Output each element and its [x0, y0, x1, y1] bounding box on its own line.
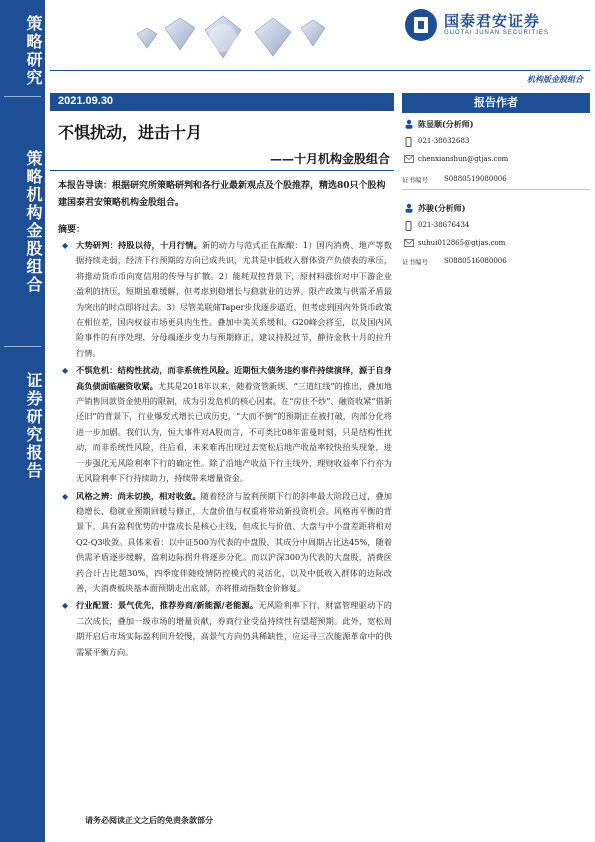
analyst-cert: S0880519080006 — [444, 175, 507, 183]
report-type-label: 机构版金股组合 — [527, 74, 583, 84]
authors-panel — [402, 93, 590, 283]
email-icon — [404, 239, 414, 249]
report-intro: 本报告导读：根据研究所策略研判和各行业最新观点及个股推荐，精选80只个股构建国泰君安策略机构金股组合。 — [58, 181, 386, 208]
date-bar — [50, 93, 394, 111]
abstract-paragraph — [62, 238, 392, 361]
paragraph-heading: 行业配置：景气优先，推荐券商/新能源/老能源。 — [76, 600, 259, 611]
report-subtitle: ——十月机构金股组合 — [269, 152, 390, 166]
analyst-phone: 021-38032683 — [418, 137, 470, 145]
abstract-paragraph — [62, 489, 392, 597]
phone-icon — [404, 221, 413, 233]
abstract-paragraph — [62, 598, 392, 660]
logo-text-en: GUOTAI JUNAN SECURITIES — [444, 30, 549, 36]
paragraph-text: 随着经济与盈利预期下行的斜率最大阶段已过，叠加稳增长、稳就业预期回暖与修正，大盘价值与权重将带动新投资机会。风格再平衡的背景下，具有盈利优势的中盘成长是核心主线，但成长与价值、大盘与中小盘差距将相对Q2-Q3收敛。具体来看：以中证500为代表的中盘股，其成分中周期占比达45%，随着供需矛盾逐步缓解，盈利边际拐升将逐步分化。而以沪深300为代表的大盘股，消费医药合计占比超30%，四季度伴随疫情防控模式的灵活化，以及中低收入群体的边际改善，大消费板块基本面预期走出底部，亦将推动指数金价修复。 — [76, 490, 392, 593]
diamond-bullet-icon: ◆ — [62, 241, 69, 250]
report-title: 不惧扰动，进击十月 — [58, 123, 203, 142]
sidebar-label-middle: 策略机构金股组合 — [24, 150, 43, 294]
email-icon — [404, 155, 414, 165]
paragraph-heading: 风格之辨：尚未切换，相对收敛。 — [76, 490, 201, 501]
diamond-bullet-icon: ◆ — [62, 491, 69, 501]
logo-mark-icon — [404, 8, 438, 42]
title-divider — [50, 170, 394, 171]
sidebar-label-top: 策略研究 — [24, 15, 43, 87]
analyst-name: 陈显顺(分析师) — [418, 119, 474, 129]
abstract-body — [62, 238, 392, 662]
analyst-card — [402, 113, 590, 193]
paragraph-heading: 不惧危机：结构性扰动，而非系统性风险。近期恒大债务违约事件持续演绎，源于自身高负债面临融资收紧。 — [76, 365, 392, 391]
analyst-card — [402, 203, 590, 283]
abstract-label: 摘要： — [58, 225, 86, 235]
person-icon — [404, 203, 414, 215]
paragraph-text: 新的动力与范式正在酝酿：1）国内消费、地产等数据持续走弱，经济下行预期的方向已成共识，尤其是中低收入群体资产负债表的承压，将推动货币币向宽信用的传导与扩散。2）能耗双控背景下，原材料涨价对中下游企业盈利的挤压，短期虽难缓解，但考虑到稳增长与稳就业的边界，限产政策与供需矛盾最为突出的时点即将过去。3）尽管美联储Taper步伐逐步逼近，但考虑到国内外货币政策在相位差，国内权益市场更具内生性。叠加中美关系缓和、G20峰会将至，以及国内风险事件的有序处理，分母端逐步变力与预期修正，建议持股过节，静待金秋十月的拉升行情。 — [76, 240, 392, 358]
paragraph-text: 尤其是2018年以来，随着资管新规、“三道红线”的推出，叠加地产销售回款资金使用的限制，成为引发危机的核心因素。在“房住不炒”、融资收紧“借新还旧”的背景下，行业爆发式增长已成历史，“大而不倒”的预期正在被打破，内部分化将进一步加剧。我们认为，恒大事件对A股而言，不可类比08年雷曼时刻，只是结构性扰动，而非系统性风险，往后看，未来难再出现过去宽松后地产收益率较快抬头现象，进一步强化无风险利率下行的确定性。除了沿地产收益下行主线外，理财收益率下行亦为无风险利率下行持续助力，持续带来增量资金。 — [76, 380, 392, 484]
paragraph-text: 无风险利率下行，财富管理驱动下的二次成长，叠加一级市场的增量贡献，券商行业受益持续性有望超预期。此外，宽松周期开启后市场实际盈利回升较慢，高景气方向仍具稀缺性，应运寻三次能源革命中的供需紧平衡方向。 — [76, 600, 392, 657]
analyst-phone: 021-38676434 — [418, 221, 470, 229]
authors-header: 报告作者 — [402, 93, 590, 113]
person-icon — [404, 119, 414, 131]
company-logo — [404, 8, 584, 44]
analyst-divider — [402, 189, 590, 190]
footer-disclaimer: 请务必阅读正文之后的免责条款部分 — [85, 815, 213, 825]
cert-label: 证书编号 — [402, 258, 428, 266]
paragraph-heading: 大势研判：持股以待，十月行情。 — [76, 240, 202, 250]
phone-icon — [404, 137, 413, 149]
sidebar-divider — [4, 346, 41, 347]
analyst-cert: S0880516080006 — [444, 257, 507, 265]
header-divider — [50, 70, 590, 71]
abstract-paragraph — [62, 363, 392, 486]
analyst-name: 苏骏(分析师) — [418, 203, 466, 213]
analyst-email[interactable]: chenxianshun@gtjas.com — [418, 155, 509, 163]
sidebar-label-bottom: 证券研究报告 — [24, 372, 43, 480]
diamond-bullet-icon: ◆ — [62, 601, 69, 611]
sidebar-divider — [4, 96, 41, 97]
diamond-banner-image — [45, 10, 385, 66]
cert-label: 证书编号 — [402, 176, 428, 184]
logo-text-cn: 国泰君安证券 — [444, 12, 541, 30]
analyst-email[interactable]: suhui012865@gtjas.com — [418, 239, 506, 247]
diamond-bullet-icon: ◆ — [62, 366, 69, 376]
report-date: 2021.09.30 — [58, 95, 114, 107]
